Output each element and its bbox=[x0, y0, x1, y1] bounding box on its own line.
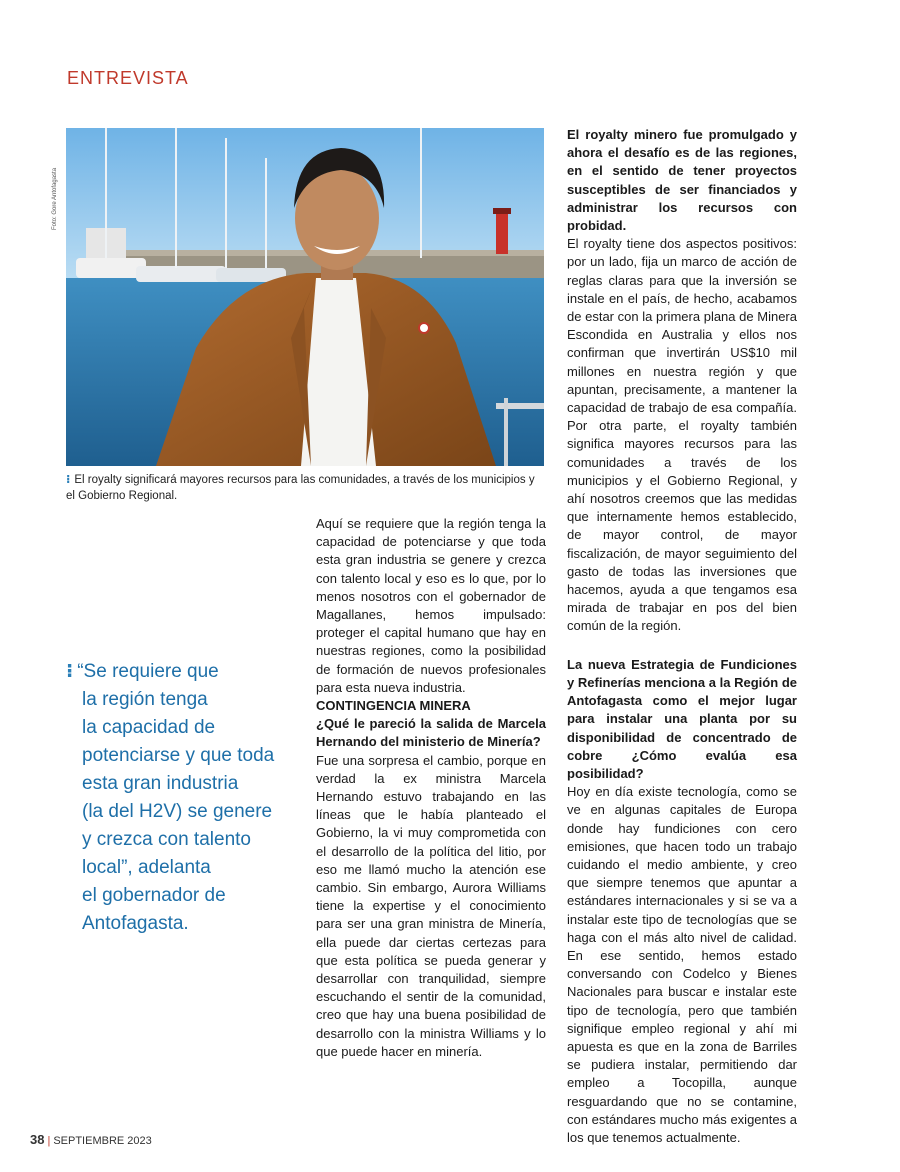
photo-caption bbox=[66, 472, 546, 504]
pull-quote-line: el gobernador de bbox=[82, 885, 226, 906]
body-paragraph: El royalty tiene dos aspectos positivos: por un lado, fija un marco de acción de reglas claras para que la inversión se instale en el país, de hecho, acabamos de estar con la primera plana de Minera Escondida en Australia y ellos nos confirman que invertirán US$10 mil millones en nuestra región y que apuntan, precisamente, a mantener la capacidad de trabajo de esa compañía. Por otra parte, el royalty también significa mayores recursos para las comunidades a través de los municipios y el Gobierno Regional, y ahí nosotros creemos que las medidas que internamente hemos establecido, de mayor control, de mayor fiscalización, de mayor seguimiento del gasto de todas las inversiones que hacemos, ayuda a que tengamos esa mirada de trabajar en pos del bien común de la región. bbox=[567, 236, 797, 634]
triangle-dots-icon: ⁝ bbox=[66, 474, 71, 486]
portrait-photo bbox=[66, 128, 544, 466]
caption-text: El royalty significará mayores recursos para las comunidades, a través de los municipios y el Gobierno Regional. bbox=[66, 474, 535, 502]
pull-quote-line: ⁝ “Se requiere que bbox=[66, 658, 286, 686]
interview-question: El royalty minero fue promulgado y ahora el desafío es de las regiones, en el sentido de tener proyectos susceptibles de ser financiados y administrar los recursos con probidad. bbox=[567, 127, 797, 234]
pull-quote-line: potenciarse y que toda bbox=[82, 745, 275, 766]
body-paragraph: Aquí se requiere que la región tenga la capacidad de potenciarse y que toda esta gran industria se genere y crezca con talento local y eso es lo que, por lo menos nosotros con el gobernador de Magallanes, hemos impulsado: proteger el capital humano que hay en nuestras regiones, como la posibilidad de formación de nuevos profesionales para esta nueva industria. bbox=[316, 516, 546, 695]
divider: | bbox=[47, 1135, 51, 1147]
page-footer bbox=[30, 1132, 152, 1147]
photo-credit: Foto: Gore Antofagasta bbox=[52, 167, 58, 230]
pull-quote-line: la región tenga bbox=[82, 689, 208, 710]
pull-quote bbox=[66, 658, 286, 938]
article-column-right bbox=[567, 126, 797, 1147]
pull-quote-line: esta gran industria bbox=[82, 773, 239, 794]
article-column-middle bbox=[316, 515, 546, 1061]
page-number: 38 bbox=[30, 1132, 45, 1147]
interview-question: ¿Qué le pareció la salida de Marcela Hernando del ministerio de Minería? bbox=[316, 716, 546, 750]
pull-quote-line: la capacidad de bbox=[82, 717, 216, 738]
pull-quote-line: (la del H2V) se genere bbox=[82, 801, 273, 822]
triangle-dots-icon: ⁝ bbox=[66, 661, 74, 682]
body-paragraph: Fue una sorpresa el cambio, porque en verdad la ex ministra Marcela Hernando estuvo trabajando en las líneas que le había planteado el Gobierno, la vi muy comprometida con el desarrollo de la política del litio, por eso me llamó mucho la atención ese cambio. Sin embargo, Aurora Williams tiene la expertise y el conocimiento para ser una gran ministra de Minería, ella puede dar ciertas certezas para que esta política se pueda generar y desarrollar con tranquilidad, siempre escuchando el sentir de la comunidad, creo que hay una buena posibilidad de desarrollo con la ministra Williams y lo que puede hacer en minería. bbox=[316, 752, 546, 1059]
pull-quote-line: local”, adelanta bbox=[82, 857, 211, 878]
section-label: ENTREVISTA bbox=[67, 68, 189, 88]
section-subhead: CONTINGENCIA MINERA bbox=[316, 698, 471, 714]
body-paragraph: Hoy en día existe tecnología, como se ve en algunas capitales de Europa donde hay fundiciones con cero emisiones, que hacen todo un trabajo cuidando el medio ambiente, y creo que siempre tenemos que apuntar a estándares internacionales y si se va a instalar este tipo de tecnologías que se haga con el más alto nivel de calidad. En ese sentido, hemos estado conversando con Codelco y Bienes Nacionales para buscar e instalar este tipo de tecnología, pero que también signifique empleo regional y ahí mi apuesta es que en la zona de Barriles se pudiera instalar, permitiendo dar empleo a Tocopilla, aunque resguardando que no se contamine, con estándares mucho más exigentes a los que tenemos actualmente. bbox=[567, 784, 797, 1145]
issue-date: SEPTIEMBRE 2023 bbox=[53, 1135, 152, 1147]
interview-question: La nueva Estrategia de Fundiciones y Refinerías menciona a la Región de Antofagasta como el mejor lugar para instalar una planta por su disponibilidad de concentrado de cobre ¿Cómo evalúa esa posibilidad? bbox=[567, 656, 797, 781]
pull-quote-line: y crezca con talento bbox=[82, 829, 251, 850]
pull-quote-line: Antofagasta. bbox=[82, 913, 189, 934]
